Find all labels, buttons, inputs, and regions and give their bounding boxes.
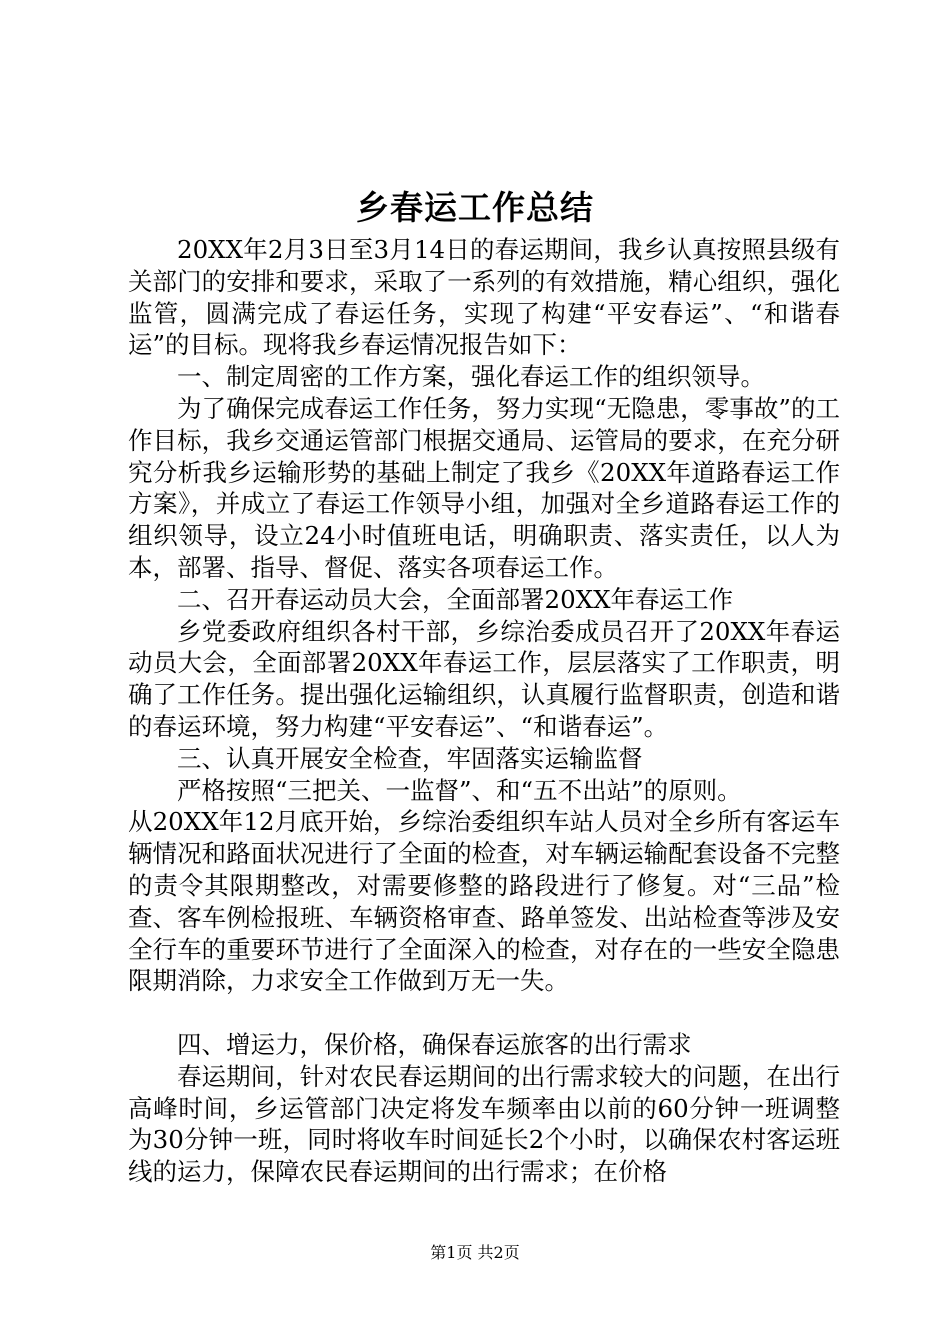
section-heading-3: 三、认真开展安全检查，牢固落实运输监督	[177, 743, 643, 773]
section-3-principle: 严格按照“三把关、一监督”、和“五不出站”的原则。	[177, 775, 742, 805]
section-1-paragraph: 为了确保完成春运工作任务，努力实现“无隐患，零事故”的工作目标，我乡交通运管部门根据交通局、运管局的要求，在充分研究分析我乡运输形势的基础上制定了我乡《20XX年道路春运工作方案》，并成立了春运工作领导小组，加强对全乡道路春运工作的组织领导，设立24小时值班电话，明确职责、落实责任，以人为本，部署、指导、督促、落实各项春运工作。	[128, 393, 840, 582]
section-heading-1: 一、制定周密的工作方案，强化春运工作的组织领导。	[177, 362, 765, 392]
section-4-paragraph: 春运期间，针对农民春运期间的出行需求较大的问题，在出行高峰时间，乡运管部门决定将发车频率由以前的60分钟一班调整为30分钟一班，同时将收车时间延长2个小时，以确保农村客运班线的运力，保障农民春运期间的出行需求；在价格	[128, 1061, 840, 1187]
page-footer: 第1页 共2页	[430, 1243, 520, 1262]
intro-paragraph: 20XX年2月3日至3月14日的春运期间，我乡认真按照县级有关部门的安排和要求，采取了一系列的有效措施，精心组织，强化监管，圆满完成了春运任务，实现了构建“平安春运”、“和谐春运”的目标。现将我乡春运情况报告如下：	[128, 235, 840, 360]
paragraph-gap	[128, 997, 840, 1029]
section-3-paragraph: 从20XX年12月底开始，乡综治委组织车站人员对全乡所有客运车辆情况和路面状况进行了全面的检查，对车辆运输配套设备不完整的责令其限期整改，对需要修整的路段进行了修复。对“三品”检查、客车例检报班、车辆资格审查、路单签发、出站检查等涉及安全行车的重要环节进行了全面深入的检查，对存在的一些安全隐患限期消除，力求安全工作做到万无一失。	[128, 807, 840, 996]
section-heading-2: 二、召开春运动员大会，全面部署20XX年春运工作	[177, 584, 734, 614]
section-2-paragraph: 乡党委政府组织各村干部，乡综治委成员召开了20XX年春运动员大会，全面部署20XX年春运工作，层层落实了工作职责，明确了工作任务。提出强化运输组织，认真履行监督职责，创造和谐的春运环境，努力构建“平安春运”、“和谐春运”。	[128, 616, 840, 741]
section-heading-4: 四、增运力，保价格，确保春运旅客的出行需求	[177, 1029, 692, 1059]
document-body	[128, 234, 840, 1188]
document-title: 乡春运工作总结	[356, 188, 594, 227]
